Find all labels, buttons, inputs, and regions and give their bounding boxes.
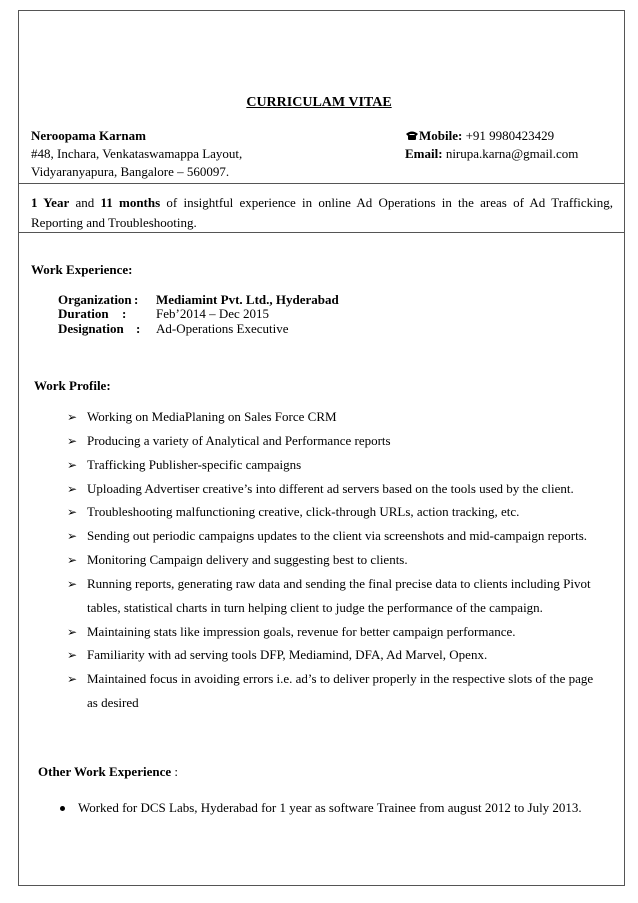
arrow-bullet-icon: ➢ (67, 648, 78, 662)
mobile-value: +91 9980423429 (465, 128, 555, 143)
bottom-border (18, 885, 625, 886)
arrow-bullet-icon: ➢ (67, 553, 78, 567)
arrow-bullet-icon: ➢ (67, 482, 78, 496)
arrow-bullet-icon: ➢ (67, 577, 78, 591)
profile-item-text: Running reports, generating raw data and sending the final precise data to clients including Pivot (87, 576, 591, 591)
designation-label: Designation (58, 321, 124, 336)
profile-item-text: Uploading Advertiser creative’s into different ad servers based on the tools used by the client. (87, 481, 574, 496)
email-value[interactable]: nirupa.karna@gmail.com (445, 146, 579, 161)
other-experience-heading-line (38, 764, 178, 780)
mobile-line (405, 128, 554, 144)
profile-item-text: Maintaining stats like impression goals, revenue for better campaign performance. (87, 624, 516, 639)
summary-months: 11 months (100, 195, 161, 210)
summary-years: 1 Year (31, 195, 70, 210)
organization-value: Mediamint Pvt. Ltd., Hyderabad (156, 292, 339, 307)
profile-item-text: Maintained focus in avoiding errors i.e. ad’s to deliver properly in the respective slots of the page (87, 671, 594, 686)
arrow-bullet-icon: ➢ (67, 458, 78, 472)
profile-item-text: Familiarity with ad serving tools DFP, Mediamind, DFA, Ad Marvel, Openx. (87, 647, 488, 662)
address-line-2: Vidyaranyapura, Bangalore – 560097. (31, 164, 230, 179)
right-border (624, 10, 625, 885)
candidate-name: Neroopama Karnam (31, 128, 146, 143)
address-line-1: #48, Inchara, Venkataswamappa Layout, (31, 146, 243, 161)
summary-text: of insightful experience in online Ad Operations in the areas of Ad Trafficking, Reporting and Troubleshooting. (31, 195, 614, 230)
arrow-bullet-icon: ➢ (67, 505, 78, 519)
work-profile-heading: Work Profile: (34, 378, 111, 393)
round-bullet-icon (60, 806, 65, 811)
summary-divider (18, 232, 625, 233)
profile-item-text: Working on MediaPlaning on Sales Force CRM (87, 409, 337, 424)
other-experience-colon: : (174, 764, 178, 779)
designation-value: Ad-Operations Executive (156, 321, 289, 336)
designation-colon: : (136, 321, 141, 336)
arrow-bullet-icon: ➢ (67, 529, 78, 543)
duration-colon: : (122, 306, 127, 321)
profile-item-text: Troubleshooting malfunctioning creative, click-through URLs, action tracking, etc. (87, 504, 520, 519)
arrow-bullet-icon: ➢ (67, 410, 78, 424)
organization-colon: : (134, 292, 139, 307)
profile-item-text-continued: tables, statistical charts in turn helping client to judge the performance of the campaign. (87, 600, 543, 615)
arrow-bullet-icon: ➢ (67, 672, 78, 686)
profile-item-text: Sending out periodic campaigns updates to the client via screenshots and mid-campaign reports. (87, 528, 588, 543)
summary-paragraph (31, 193, 613, 233)
contact-divider (18, 183, 625, 184)
page-title: CURRICULAM VITAE (246, 95, 392, 110)
arrow-bullet-icon: ➢ (67, 434, 78, 448)
email-line (405, 146, 578, 162)
left-border (18, 10, 19, 885)
work-experience-heading: Work Experience: (31, 262, 133, 277)
other-experience-heading: Other Work Experience (38, 764, 172, 779)
profile-item-text: Monitoring Campaign delivery and suggesting best to clients. (87, 552, 408, 567)
duration-value: Feb’2014 – Dec 2015 (156, 306, 270, 321)
duration-label: Duration (58, 306, 109, 321)
email-label: Email: (405, 146, 443, 161)
profile-item-text-continued: as desired (87, 695, 139, 710)
top-border (18, 10, 625, 11)
summary-and: and (75, 195, 95, 210)
telephone-icon (405, 130, 419, 141)
mobile-label: Mobile: (419, 128, 463, 143)
profile-item-text: Producing a variety of Analytical and Performance reports (87, 433, 391, 448)
organization-label: Organization (58, 292, 132, 307)
other-experience-item: Worked for DCS Labs, Hyderabad for 1 year as software Trainee from august 2012 to July 2013. (78, 800, 582, 815)
profile-item-text: Trafficking Publisher-specific campaigns (87, 457, 302, 472)
arrow-bullet-icon: ➢ (67, 625, 78, 639)
